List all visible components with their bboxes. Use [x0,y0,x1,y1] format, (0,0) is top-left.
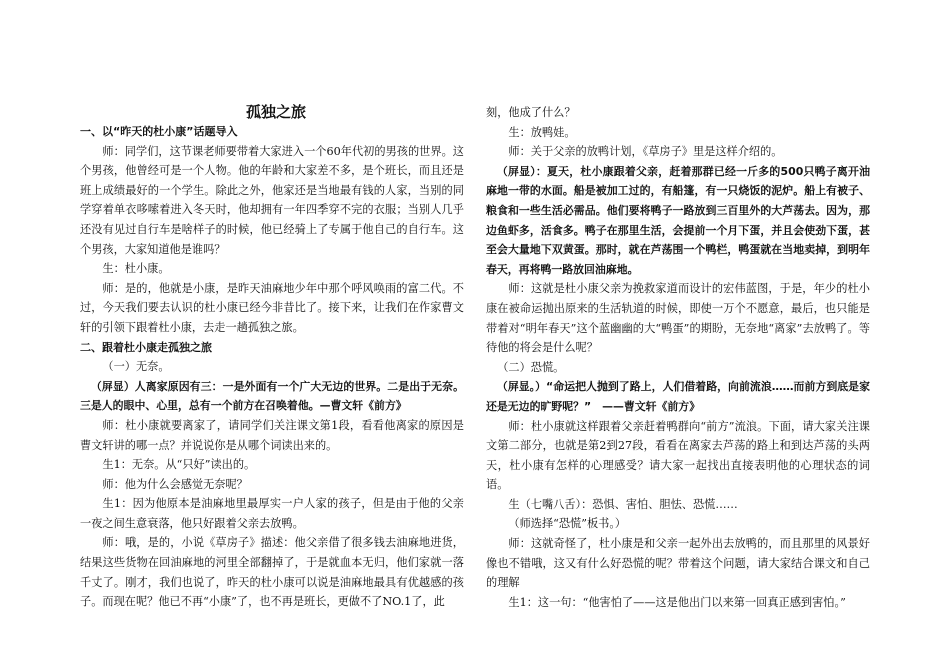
paragraph: 刻，他成了什么？ [486,106,576,119]
section-heading-2: 二、跟着杜小康走孤独之旅 [80,340,212,354]
left-column [80,103,464,612]
paragraph: 生1：无奈。从“只好”读出的。 [102,458,256,472]
paragraph: 师：这就是杜小康父亲为挽救家道而设计的宏伟蓝图，于是，年少的杜小康在被命运抛出原来的生活轨道的时候，即使一万个不愿意，最后，也只能是带着对“明年春天”这个蓝幽幽的大“鸭蛋”的期盼，无奈地“离家”去放鸭了。等待他的将会是什么呢？ [486,282,870,355]
screen-display-quote: （屏显）人离家原因有三：一是外面有一个广大无边的世界。二是出于无奈。三是人的眼中、心里，总有一个前方在召唤着他。—曹文轩《前方》 [80,379,464,413]
paragraph: 师：同学们，这节课老师要带着大家进入一个60年代初的男孩的世界。这个男孩，他曾经可是一个人物。他的年龄和大家差不多，是个班长，而且还是班上成绩最好的一个学生。除此之外，他家还是当地最有钱的人家，当别的同学穿着单衣哆嗦着进入冬天时，他却拥有一年四季穿不完的衣服；当别人几乎还没有见过自行车是啥样子的时候，他已经骑上了专属于他自己的自行车。这个男孩，大家知道他是谁吗？ [80,144,464,256]
paragraph: 师：这就奇怪了，杜小康是和父亲一起外出去放鸭的，而且那里的风景好像也不错哦，这又有什么好恐慌的呢？带着这个问题，请大家结合课文和自己的理解 [486,537,870,590]
paragraph: 师：杜小康就这样跟着父亲赶着鸭群向“前方”流浪。下面，请大家关注课文第二部分，也就是第2到27段，看看在离家去芦荡的路上和到达芦荡的头两天，杜小康有怎样的心理感受？请大家一起找出直接表明他的心理状态的词语。 [486,419,870,492]
paragraph: 师：他为什么会感觉无奈呢？ [102,477,248,491]
section-heading-1: 一、以“昨天的杜小康”话题导入 [80,125,238,138]
paragraph: 师：杜小康就要离家了，请同学们关注课文第1段，看看他离家的原因是曹文轩讲的哪一点？并说说你是从哪个词读出来的。 [80,418,464,452]
paragraph: 生（七嘴八舌）：恐惧、害怕、胆怯、恐慌…… [508,497,738,511]
subheading: （二）恐慌。 [497,360,565,374]
subheading: （一）无奈。 [102,360,170,374]
right-column [486,103,870,612]
paragraph: 师：是的，他就是小康，是昨天油麻地少年中那个呼风唤雨的富二代。不过，今天我们要去认识的杜小康已经今非昔比了。接下来，让我们在作家曹文轩的引领下跟着杜小康，去走一趟孤独之旅。 [80,281,464,334]
screen-display-quote: （屏显）：夏天，杜小康跟着父亲，赶着那群已经一斤多的500只鸭子离开油麻地一带的水面。船是被加工过的，有船篷，有一只烧饭的泥炉。船上有被子、粮食和一些生活必需品。他们要将鸭子一路放到三百里外的大芦荡去。因为，那边鱼虾多，活食多。鸭子在那里生活，会提前一个月下蛋，并且会使劲下蛋，甚至会大量地下双黄蛋。那时，就在芦荡围一个鸭栏，鸭蛋就在当地卖掉，到明年春天，再将鸭一路放回油麻地。 [486,164,870,276]
paragraph: 生1：因为他原本是油麻地里最厚实一户人家的孩子，但是由于他的父亲一夜之间生意衰落，他只好跟着父亲去放鸭。 [80,497,464,530]
paragraph: 师：哦，是的，小说《草房子》描述：他父亲借了很多钱去油麻地进货，结果这些货物在回油麻地的河里全部翻掉了，于是就血本无归，他们家就一落千丈了。刚才，我们也说了，昨天的杜小康可以说是油麻地最具有优越感的孩子。而现在呢？他已不再“小康”了，也不再是班长，更做不了NO.1了，此 [80,536,464,609]
paragraph: 生：杜小康。 [102,262,170,276]
document-title: 孤独之旅 [245,103,306,121]
paragraph: 生：放鸭娃。 [508,125,576,139]
paragraph: （师选择“恐慌”板书。） [508,517,627,531]
screen-display-quote: （屏显。）“命运把人抛到了路上，人们借着路，向前流浪……而前方到底是家还是无边的旷野呢？” ——曹文轩《前方》 [486,380,870,413]
paragraph: 生1：这一句：“他害怕了——这是他出门以来第一回真正感到害怕。” [508,595,846,609]
paragraph: 师：关于父亲的放鸭计划，《草房子》里是这样介绍的。 [508,145,783,159]
